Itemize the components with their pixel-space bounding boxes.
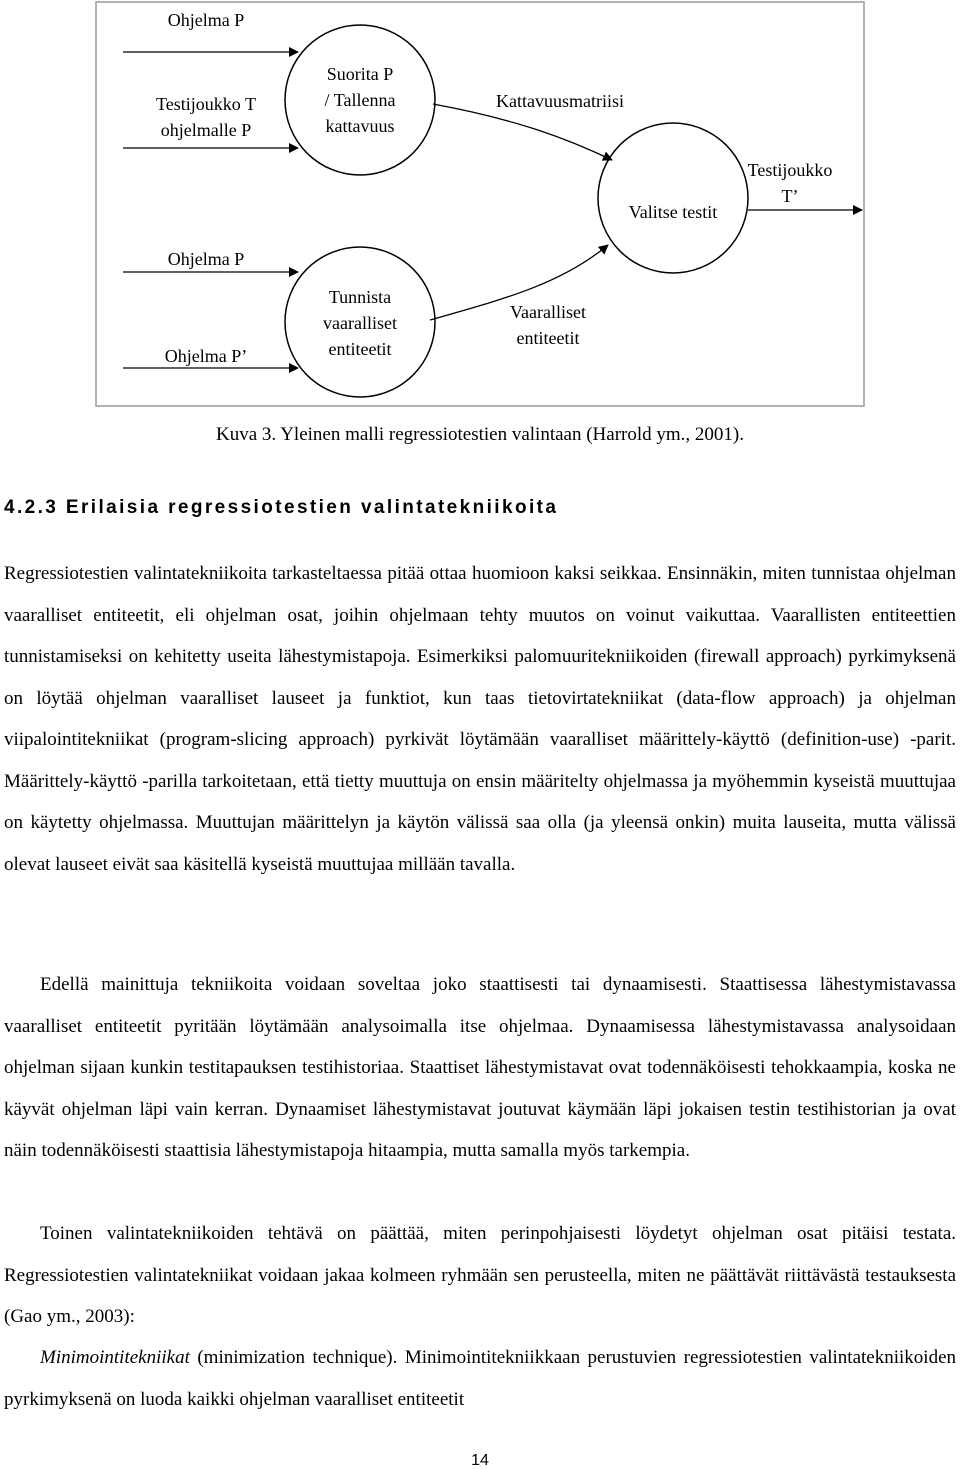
process-identify-line3: entiteetit: [328, 339, 392, 359]
process-select-circle: [598, 123, 748, 273]
section-heading: 4.2.3 Erilaisia regressiotestien valintatekniikoita: [4, 497, 559, 518]
process-identify-line2: vaaralliset: [323, 313, 397, 333]
flow-dangerous-line2: entiteetit: [516, 328, 580, 348]
paragraph-4-text: (minimization technique). Minimointitekniikkaan perustuvien regressiotestien valintatekniikoiden pyrkimyksenä on luoda kaikki ohjelman vaaralliset entiteetit: [4, 1347, 956, 1410]
process-select-label: Valitse testit: [628, 202, 718, 222]
flow-output-line1: Testijoukko: [747, 160, 833, 180]
input-testijoukko-line2: ohjelmalle P: [160, 120, 252, 140]
body-paragraph-1: Regressiotestien valintatekniikoita tarkasteltaessa pitää ottaa huomioon kaksi seikkaa. Ensinnäkin, miten tunnistaa ohjelman vaaralliset entiteetit, eli ohjelman osat, joihin ohjelmaan tehty muutos on voinut vaikuttaa. Vaarallisten entiteettien tunnistamiseksi on kehitetty useita lähestymistapoja. Esimerkiksi palomuuritekniikoiden (firewall approach) pyrkimyksenä on löytää ohjelman vaaralliset lauseet ja funktiot, kun taas tietovirtatekniikat (data-flow approach) ja ohjelman viipalointitekniikat (program-slicing approach) pyrkivät löytämään vaaralliset määrittely-käyttö (definition-use) -parit. Määrittely-käyttö -parilla tarkoitetaan, että tietty muuttuja on ensin määritelty ohjelmassa ja myöhemmin kyseistä muuttujaa on käytetty ohjelmassa. Muuttujan määrittelyn ja käytön välissä saa olla (ja yleensä onkin) muita lauseita, mutta välissä olevat lauseet eivät saa käsitellä kyseistä muuttujaa millään tavalla.: [4, 563, 956, 875]
input-ohjelma-p-top: Ohjelma P: [167, 10, 245, 30]
page-number: 14: [471, 1452, 489, 1469]
regression-test-selection-diagram: [0, 0, 960, 420]
figure-caption: Kuva 3. Yleinen malli regressiotestien valintaan (Harrold ym., 2001).: [216, 424, 744, 445]
body-paragraph-2: Edellä mainittuja tekniikoita voidaan soveltaa joko staattisesti tai dynaamisesti. Staattisessa lähestymistavassa vaaralliset entiteetit pyritään löytämään analysoimalla itse ohjelmaa. Dynaamisessa lähestymistavassa analysoidaan ohjelman sijaan kunkin testitapauksen testihistoriaa. Staattiset lähestymistavat ovat todennäköisesti tehokkaampia, koska ne käyvät ohjelman läpi vain kerran. Dynaamiset lähestymistavat joutuvat käymään läpi jokaisen testin testihistorian ja ovat näin todennäköisesti staattisia lähestymistapoja hitaampia, mutta samalla myös tarkempia.: [4, 974, 956, 1161]
flow-coverage-matrix: Kattavuusmatriisi: [496, 91, 624, 111]
term-minimointitekniikat: Minimointitekniikat: [40, 1347, 190, 1368]
flow-dangerous-line1: Vaaralliset: [510, 302, 586, 322]
body-paragraph-3: Toinen valintatekniikoiden tehtävä on päättää, miten perinpohjaisesti löydetyt ohjelman osat pitäisi testata. Regressiotestien valintatekniikat voidaan jakaa kolmeen ryhmään sen perusteella, miten ne päättävät riittävästä testauksesta (Gao ym., 2003):: [4, 1223, 956, 1327]
input-ohjelma-p-prime: Ohjelma P’: [164, 346, 248, 366]
process-run-line2: / Tallenna: [324, 90, 396, 110]
input-ohjelma-p-mid: Ohjelma P: [167, 249, 245, 269]
process-run-line1: Suorita P: [326, 64, 394, 84]
process-run-line3: kattavuus: [325, 116, 395, 136]
flow-output-line2: T’: [781, 186, 799, 206]
process-identify-line1: Tunnista: [328, 287, 392, 307]
coverage-matrix-flow-arrow: [433, 104, 612, 160]
body-paragraph-4: [4, 1337, 956, 1420]
input-testijoukko-line1: Testijoukko T: [156, 94, 256, 114]
